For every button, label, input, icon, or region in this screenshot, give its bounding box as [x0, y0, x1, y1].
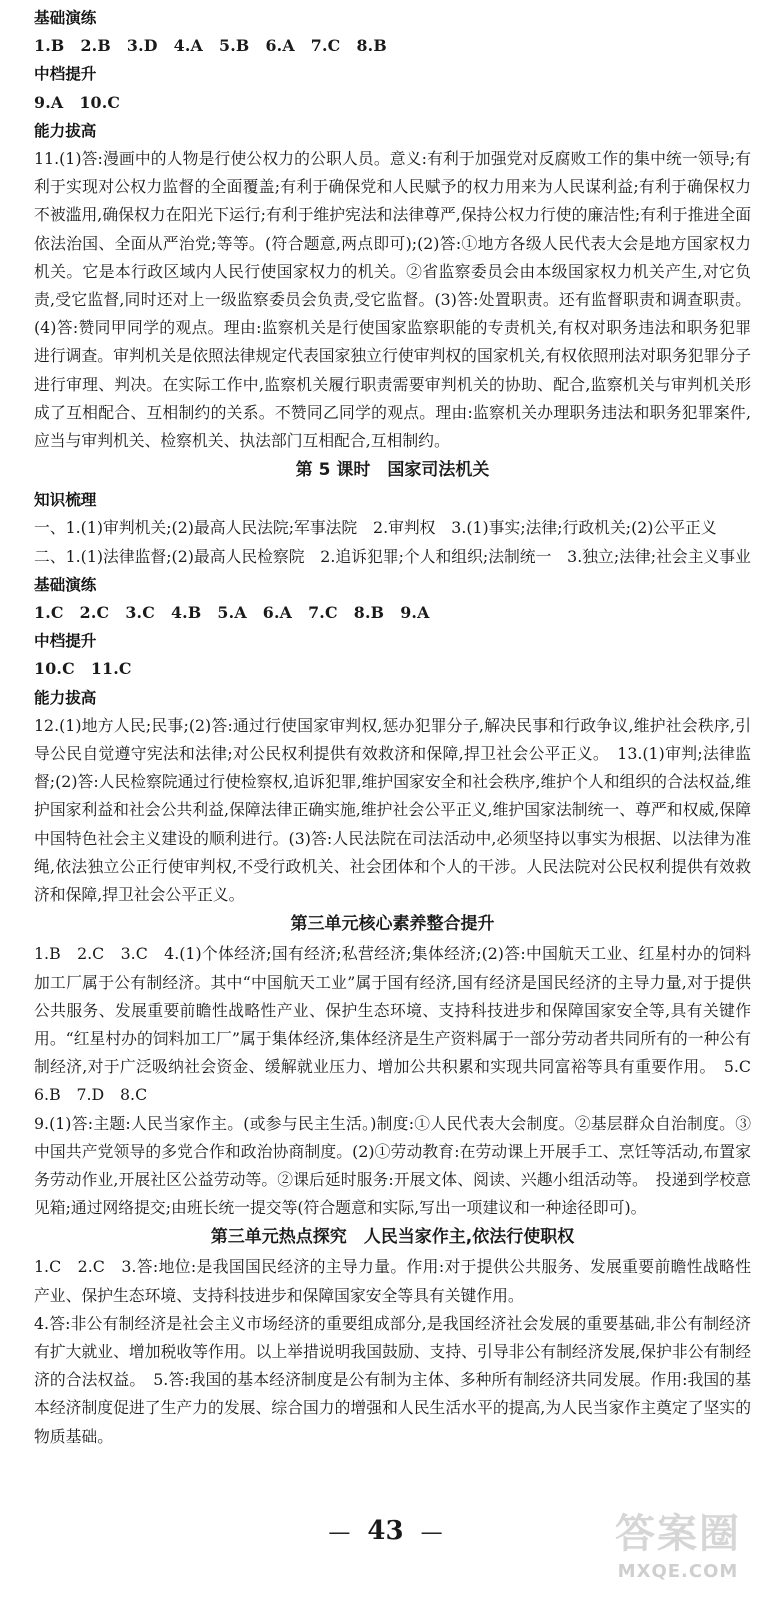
watermark-main-text: 答案圈 — [615, 1511, 741, 1557]
section-unit-3-core — [34, 909, 767, 1222]
page-footer — [0, 1516, 771, 1546]
section-title-lesson-5: 第 5 课时 国家司法机关 — [295, 460, 490, 481]
section-title-unit-3-core: 第三单元核心素养整合提升 — [290, 914, 495, 935]
answer-q12-q13: 12.(1)地方人民;民事;(2)答:通过行使国家审判权,惩办犯罪分子,解决民事和行政争议,维护社会秩序,引导公民自觉遵守宪法和法律;对公民权利提供有效救济和保障,捍卫社会公平正义。 13.(1)审判;法律监督;(2)答:人民检察院通过行使检察权,追诉犯罪,维护国家安全和社会秩序,维护个人和组织的合法权益,维护国家利益和社会公共利益,保障法律正确实施,维护社会公平正义,维护国家法制统一、尊严和权威,保障中国特色社会主义建设的顺利进行。(3)答:人民法院在司法活动中,必须坚持以事实为根据、以法律为准绳,依法独立公正行使审判权,不受行政机关、社会团体和个人的干涉。人民法院对公民权利提供有效救济和保障,捍卫社会公平正义。 — [34, 715, 751, 905]
watermark-url-text: MXQE.COM — [617, 1561, 739, 1582]
heading-advanced: 能力拔高 — [34, 121, 97, 140]
answer-q9: 9.(1)答:主题:人民当家作主。(或参与民主生活。)制度:①人民代表大会制度。②基层群众自治制度。③中国共产党领导的多党合作和政治协商制度。(2)①劳动教育:在劳动课上开展手工、烹饪等活动,布置家务劳动作业,开展社区公益劳动等。②课后延时服务:开展文体、阅读、兴趣小组活动等。 投递到学校意见箱;通过网络提交;由班长统一提交等(符合题意和实际,写出一项建议和一种途径即可)。 — [34, 1113, 751, 1218]
answers-mid-level: 9.A 10.C — [34, 92, 121, 112]
answer-q4-q5: 4.答:非公有制经济是社会主义市场经济的重要组成部分,是我国经济社会发展的重要基础,非公有制经济有扩大就业、增加税收等作用。以上举措说明我国鼓励、支持、引导非公有制经济发展,保护非公有制经济的合法权益。 5.答:我国的基本经济制度是公有制为主体、多种所有制经济共同发展。作用:我国的基本经济制度促进了生产力的发展、综合国力的增强和人民生活水平的提高,为人民当家作主奠定了坚实的物质基础。 — [34, 1313, 751, 1446]
heading-knowledge-review: 知识梳理 — [34, 491, 97, 510]
section-lesson-4-tail — [34, 4, 751, 455]
heading-mid-level: 中档提升 — [34, 632, 97, 651]
section-lesson-5 — [34, 455, 751, 909]
answers-basic-practice: 1.C 2.C 3.C 4.B 5.A 6.A 7.C 8.B 9.A — [34, 603, 430, 623]
page-number: 43 — [367, 1516, 404, 1546]
footer-dash-right: — — [420, 1520, 443, 1545]
answer-q1-q3: 1.C 2.C 3.答:地位:是我国国民经济的主导力量。作用:对于提供公共服务、发展重要前瞻性战略性产业、保护生态环境、支持科技进步和保障国家安全等具有关键作用。 — [34, 1257, 751, 1305]
heading-advanced: 能力拔高 — [34, 688, 97, 707]
knowledge-part-1: 一、1.(1)审判机关;(2)最高人民法院;军事法院 2.审判权 3.(1)事实;法律;行政机关;(2)公平正义 — [34, 518, 717, 538]
answers-mid-level: 10.C 11.C — [34, 659, 132, 679]
knowledge-part-2: 二、1.(1)法律监督;(2)最高人民检察院 2.追诉犯罪;个人和组织;法制统一 3.独立;法律;社会主义事业 — [34, 546, 751, 566]
answer-q1-q8: 1.B 2.C 3.C 4.(1)个体经济;国有经济;私营经济;集体经济;(2)答:中国航天工业、红星村办的饲料加工厂属于公有制经济。其中“中国航天工业”属于国有经济,国有经济是国民经济的主导力量,对于提供公共服务、发展重要前瞻性战略性产业、保护生态环境、支持科技进步和保障国家安全等,具有关键作用。“红星村办的饲料加工厂”属于集体经济,集体经济是生产资料属于一部分劳动者共同所有的一种公有制经济,对于广泛吸纳社会资金、缓解就业压力、增加公共积累和实现共同富裕等具有重要作用。 5.C 6.B 7.D 8.C — [34, 944, 767, 1105]
heading-basic-practice: 基础演练 — [34, 9, 97, 27]
answers-basic-practice: 1.B 2.B 3.D 4.A 5.B 6.A 7.C 8.B — [34, 36, 387, 56]
section-title-unit-3-hotspot: 第三单元热点探究 人民当家作主,依法行使职权 — [210, 1227, 575, 1248]
heading-basic-practice: 基础演练 — [34, 575, 97, 594]
section-unit-3-hotspot — [34, 1222, 751, 1450]
answer-q11: 11.(1)答:漫画中的人物是行使公权力的公职人员。意义:有利于加强党对反腐败工作的集中统一领导;有利于实现对公权力监督的全面覆盖;有利于确保党和人民赋予的权力用来为人民谋利益;有利于确保权力不被滥用,确保权力在阳光下运行;有利于维护宪法和法律尊严,保持公权力行使的廉洁性;有利于推进全面依法治国、全面从严治党;等等。(符合题意,两点即可);(2)答:①地方各级人民代表大会是地方国家权力机关。它是本行政区域内人民行使国家权力的机关。②省监察委员会由本级国家权力机关产生,对它负责,受它监督,同时还对上一级监察委员会负责,受它监督。(3)答:处置职责。还有监督职责和调查职责。(4)答:赞同甲同学的观点。理由:监察机关是行使国家监察职能的专责机关,有权对职务违法和职务犯罪进行调查。审判机关是依照法律规定代表国家独立行使审判权的国家机关,有权依照刑法对职务犯罪分子进行审理、判决。在实际工作中,监察机关履行职责需要审判机关的协助、配合,监察机关与审判机关形成了互相配合、互相制约的关系。不赞同乙同学的观点。理由:监察机关办理职务违法和职务犯罪案件,应当与审判机关、检察机关、执法部门互相配合,互相制约。 — [34, 149, 751, 451]
heading-mid-level: 中档提升 — [34, 65, 97, 84]
footer-dash-left: — — [328, 1520, 351, 1545]
